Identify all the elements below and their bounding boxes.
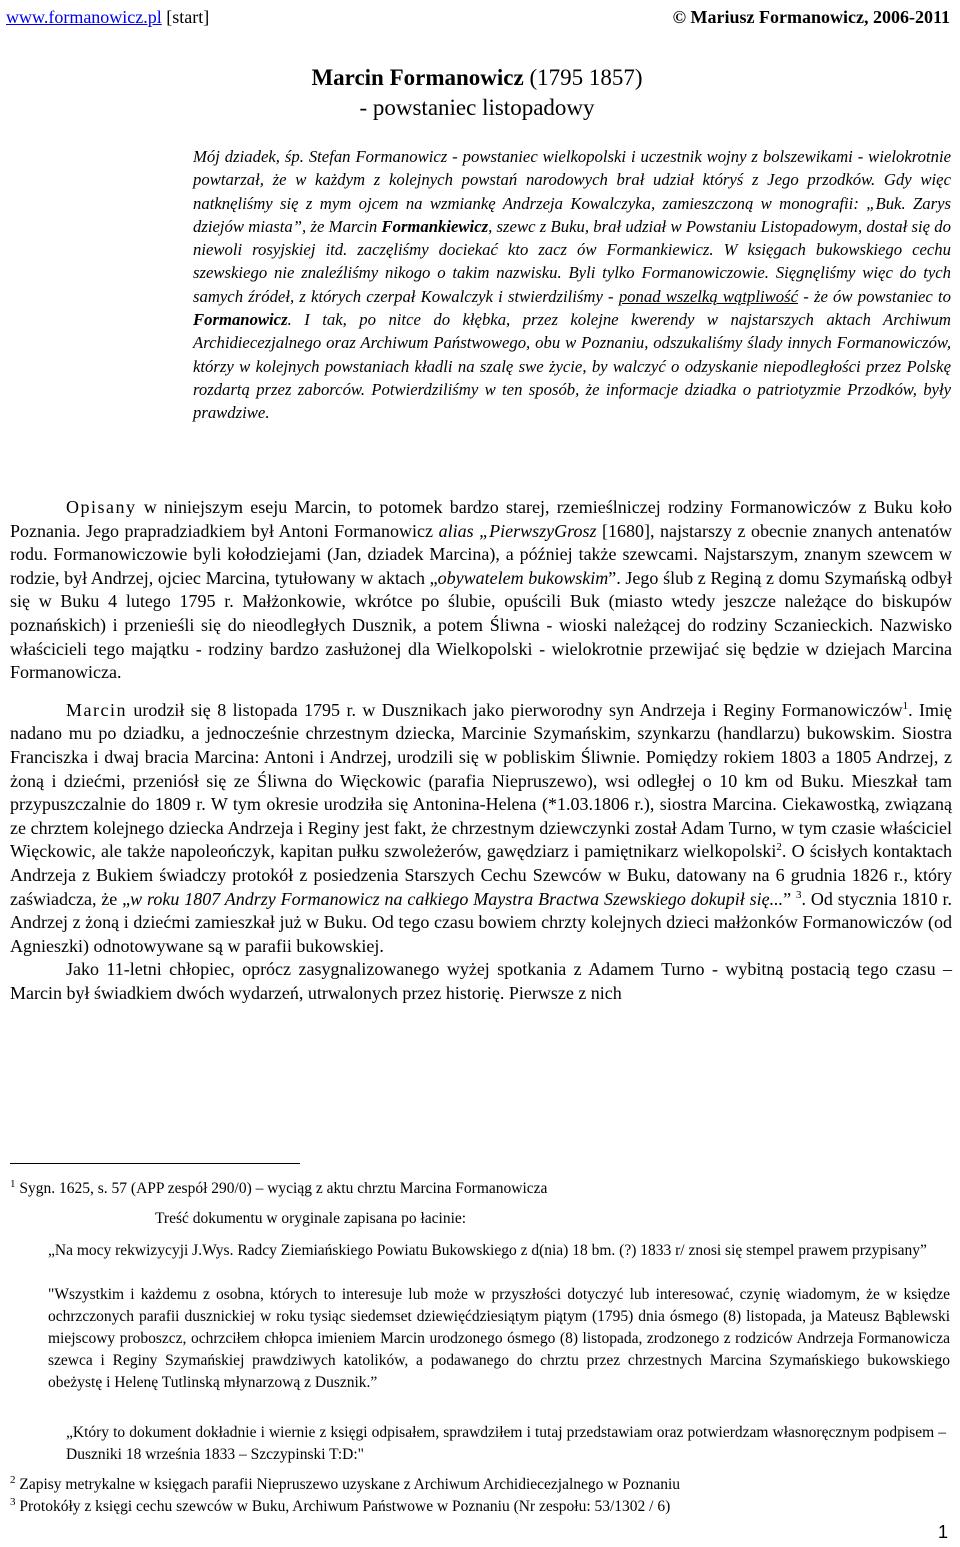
main-text	[10, 496, 952, 1005]
document-title	[0, 63, 954, 123]
footnote-1-quote-2: "Wszystkim i każdemu z osobna, których to interesuje lub może w przyszłości dotyczyć lub interesować, czynię wiadomym, że w księdze ochrzczonych parafii dusznickiej w roku tysiąc siedemset dziewięćdziesiątym piątym (1795) dnia ósmego (8) listopada, ja Mateusz Bąblewski miejscowy proboszcz, ochrzciłem chłopca imieniem Marcin urodzonego ósmego (8) listopada, zrodzonego z rodziców Andrzeja Formanowicza szewca i Reginy Szymańskiej prawdziwych katolików, a podawanego do chrztu przez chrzestnych Marcina Szymańskiego bukowskiego obeżystę i Helenę Tutlinską młynarzową z Dusznik.”	[48, 1286, 950, 1391]
body-text: ”	[783, 888, 797, 909]
body-text: w niniejszym eseju Marcin, to potomek bardzo starej, rzemieślniczej rodziny Formanowiczów z Buku koło Poznania. Jego prapradziadkiem był Antoni Formanowicz	[10, 497, 952, 541]
paragraph-2	[10, 699, 952, 959]
para1-lead: Opisany	[66, 497, 137, 517]
intro-paragraph	[193, 145, 951, 425]
footnote-separator	[10, 1163, 300, 1164]
footnote-3	[10, 1496, 954, 1517]
intro-text: . I tak, po nitce do kłębka, przez kolejne kwerendy w najstarszych aktach Archiwum Archidiecezjalnego oraz Archiwum Państwowego, obu w Poznaniu, odszukaliśmy ślady innych Formanowiczów, którzy w kolejnych powstaniach kładli na szalę swe życie, by walczyć o odzyskanie niepodległości przez Polskę rozdartą przez zaborców. Potwierdziliśmy w ten sposób, że informacje dziadka o patriotyzmie Przodków, były prawdziwe.	[193, 310, 951, 423]
para2-lead: Marcin	[66, 699, 127, 720]
page-header	[6, 6, 950, 28]
title-name: Marcin Formanowicz	[311, 65, 524, 90]
paragraph-3: Jako 11-letni chłopiec, oprócz zasygnalizowanego wyżej spotkania z Adamem Turno - wybitną postacią tego czasu – Marcin był świadkiem dwóch wydarzeń, utrwalonych przez historię. Pierwsze z nich	[10, 959, 952, 1003]
body-text: ”. Jego ślub z Reginą z domu Szymańską odbył się w Buku 4 lutego 1795 r. Małżonkowie, wkrótce po ślubie, opuścili Buk (miasto wtedy jeszcze należące do biskupów poznańskich) i przenieśli się do nieodległych Dusznik, a potem Śliwna - wioski należącej do rodziny Sczanieckich. Nazwisko właścicieli tego majątku - rodziny bardzo zasłużonej dla Wielkopolski - wielokrotnie przewijać się będzie w dziejach Marcina Formanowicza.	[10, 567, 952, 683]
start-link[interactable]: [start]	[166, 7, 210, 27]
body-text: . Imię nadano mu po dziadku, a jednocześnie chrzestnym dziecka, Marcinie Szymańskim, szynkarzu (handlarzu) bukowskim. Siostra Franciszka i dwaj bracia Marcina: Antoni i Andrzej, urodzili się w pobliskim Śliwnie. Pomiędzy rokiem 1803 a 1805 Andrzej, z żoną i dziećmi, przeniósł się ze Śliwna do Więckowic (parafia Niepruszewo), wsi odległej o 10 km od Buku. Mieszkał tam przypuszczalnie do 1809 r. W tym okresie urodziła się Antonina-Helena (*1.03.1806 r.), siostra Marcina. Ciekawostką, związaną ze chrztem kolejnego dziecka Andrzeja i Reginy jest fakt, że chrzestnym dziewczynki został Adam Turno, w tym czasie właściciel Więckowic, ale także napoleończyk, kapitan pułku szwoleżerów, gawędziarz i pamiętnikarz wielkopolski	[10, 699, 952, 862]
body-text: [1680], najstarszy z obecnie znanych antenatów rodu. Formanowiczowie byli kołodziejami (Jan, dziadek Marcina), a później także szewcami. Najstarszym, znanym szewcem w rodzie, był Andrzej, ojciec Marcina, tytułowany w aktach „	[10, 520, 952, 588]
footnote-1-subheading: Treść dokumentu w oryginale zapisana po łacinie:	[155, 1210, 467, 1227]
intro-text: - że ów powstaniec to	[797, 286, 952, 306]
alias-italic: alias „PierwszyGrosz	[438, 520, 597, 541]
footnote-1	[10, 1178, 954, 1199]
title-years: (1795 1857)	[529, 65, 643, 90]
intro-bold-formanowicz: Formanowicz	[193, 310, 288, 330]
intro-bold-formankiewicz: Formankiewicz	[381, 216, 489, 236]
footnote-2	[10, 1474, 954, 1495]
paragraph-1	[10, 496, 952, 685]
site-link[interactable]: www.formanowicz.pl	[6, 7, 162, 27]
footnote-2-text: Zapisy metrykalne w księgach parafii Niepruszewo uzyskane z Archiwum Archidiecezjalnego w Poznaniu	[15, 1476, 681, 1493]
footnote-ref-1[interactable]: 1	[902, 699, 909, 712]
footnote-1-text: Sygn. 1625, s. 57 (APP zespół 290/0) – wyciąg z aktu chrztu Marcina Formanowicza	[15, 1180, 548, 1197]
footnote-ref-2[interactable]: 2	[776, 841, 782, 854]
intro-text: , szewc z Buku, brał udział w Powstaniu Listopadowym, dostał się do niewoli rosyjskiej itd. zaczęliśmy dociekać kto zacz ów Formankiewicz. W księgach bukowskiego cechu szewskiego nie znaleźliśmy nikogo o takim nazwisku. Byli tylko Formanowiczowie. Sięgnęliśmy więc do tych samych źródeł, z których czerpał Kowalczyk i stwierdziliśmy -	[193, 216, 951, 306]
page-number: 1	[937, 1522, 948, 1542]
footnote-3-number: 3	[10, 1495, 16, 1508]
intro-text: Mój dziadek, śp. Stefan Formanowicz - powstaniec wielkopolski i uczestnik wojny z bolszewikami - wielokrotnie powtarzał, że w każdym z kolejnych powstań narodowych brał udział któryś z Jego przodków. Gdy więc natknęliśmy się z mym ojcem na wzmiankę Andrzeja Kowalczyka, zamieszczoną w monografii: „Buk. Zarys dziejów miasta”, że Marcin	[193, 147, 951, 236]
footnote-ref-3[interactable]: 3	[796, 888, 802, 901]
citizen-italic: obywatelem bukowskim	[437, 567, 609, 588]
footnote-2-number: 2	[10, 1473, 16, 1486]
footnote-3-text: Protokóły z księgi cechu szewców w Buku, Archiwum Państwowe w Poznaniu (Nr zespołu: 53/1302 / 6)	[15, 1498, 671, 1515]
body-text: . O ścisłych kontaktach Andrzeja z Bukiem świadczy protokół z posiedzenia Starszych Cechu Szewców w Buku, datowany na 6 grudnia 1826 r., który zaświadcza, że „	[10, 841, 952, 909]
protocol-quote: w roku 1807 Andrzy Formanowicz na całkiego Maystra Bractwa Szewskiego dokupił się...	[130, 888, 784, 909]
copyright-notice: © Mariusz Formanowicz, 2006-2011	[672, 7, 950, 27]
footnote-1-number: 1	[10, 1177, 16, 1190]
intro-underlined: ponad wszelką wątpliwość	[618, 286, 798, 306]
footnote-1-quote-1: „Na mocy rekwizycyji J.Wys. Radcy Ziemiańskiego Powiatu Bukowskiego z d(nia) 18 bm. (?) 1833 r/ znosi się stempel prawem przypisany”	[48, 1242, 927, 1259]
body-text: urodził się 8 listopada 1795 r. w Dusznikach jako pierworodny syn Andrzeja i Reginy Formanowiczów	[126, 699, 903, 720]
title-subtitle: - powstaniec listopadowy	[359, 95, 595, 120]
body-text: . Od stycznia 1810 r. Andrzej z żoną i dziećmi zamieszkał już w Buku. Od tego czasu bowiem chrzty kolejnych dzieci małżonków Formanowiczów (od Agnieszki) odnotowywane są w parafii bukowskiej.	[10, 888, 952, 956]
footnote-1-quote-3: „Który to dokument dokładnie i wiernie z księgi odpisałem, sprawdziłem i tutaj przedstawiam oraz potwierdzam własnoręcznym podpisem – Duszniki 18 września 1833 – Szczypinski T:D:"	[66, 1424, 946, 1463]
